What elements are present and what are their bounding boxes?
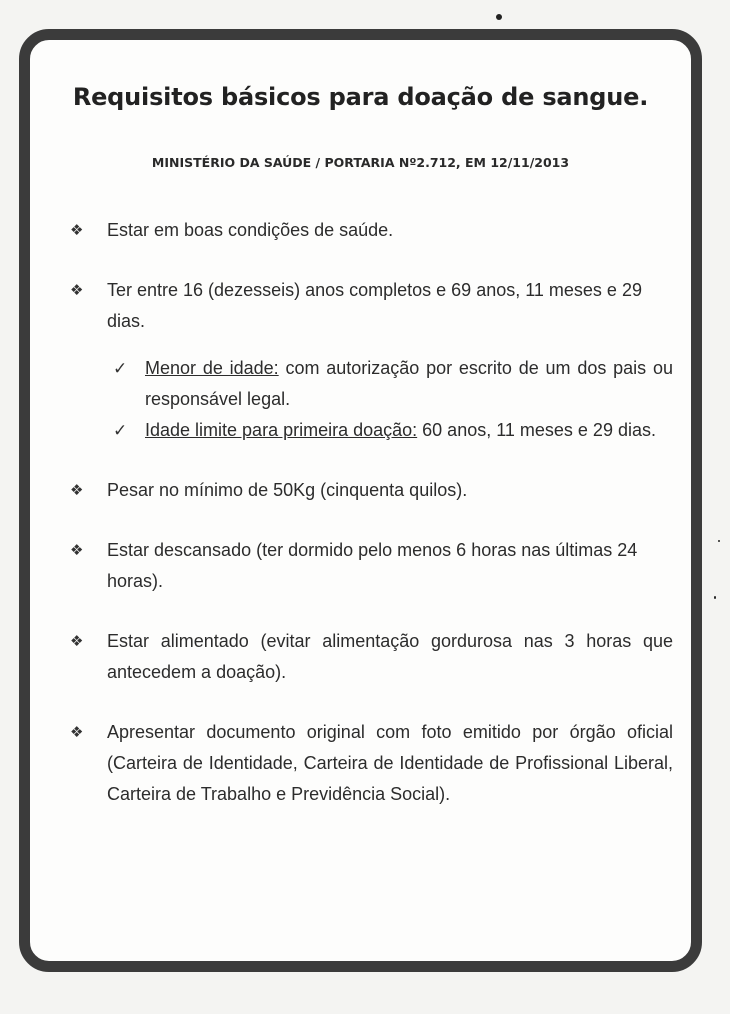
scan-speck (714, 596, 716, 599)
diamond-icon: ❖ (70, 724, 84, 741)
age-conditions-list (107, 353, 673, 446)
sub-requirement-text: 60 anos, 11 meses e 29 dias. (417, 420, 656, 440)
requirements-list (68, 215, 673, 839)
requirement-text: Pesar no mínimo de 50Kg (cinquenta quilos). (107, 480, 468, 500)
diamond-icon: ❖ (70, 222, 84, 239)
diamond-icon: ❖ (70, 542, 84, 559)
diamond-icon: ❖ (70, 633, 84, 650)
requirement-item (68, 717, 673, 810)
diamond-icon: ❖ (70, 482, 84, 499)
scan-speck (496, 14, 502, 20)
legal-reference: MINISTÉRIO DA SAÚDE / PORTARIA Nº2.712, EM 12/11/2013 (151, 155, 570, 170)
check-icon: ✓ (113, 421, 128, 440)
requirement-item (68, 626, 673, 688)
sub-requirement-item (107, 415, 673, 446)
requirement-item (68, 215, 673, 246)
requirement-text: Estar em boas condições de saúde. (107, 220, 394, 240)
page-title: Requisitos básicos para doação de sangue. (72, 83, 649, 111)
check-icon: ✓ (113, 359, 128, 378)
requirement-item (68, 475, 673, 506)
poster-frame (19, 29, 702, 972)
requirement-text: Apresentar documento original com foto emitido por órgão oficial (Carteira de Identidade, Carteira de Identidade de Profissional Liberal, Carteira de Trabalho e Previdência Social). (107, 722, 673, 804)
requirement-text: Estar alimentado (evitar alimentação gordurosa nas 3 horas que antecedem a doação). (107, 631, 673, 682)
requirement-item (68, 275, 673, 446)
sub-requirement-label: Idade limite para primeira doação: (145, 420, 418, 440)
sub-requirement-text: com autorização por escrito de um dos pais ou responsável legal. (145, 358, 673, 409)
requirement-item (68, 535, 673, 597)
diamond-icon: ❖ (70, 282, 84, 299)
requirement-text: Estar descansado (ter dormido pelo menos 6 horas nas últimas 24 horas). (107, 540, 638, 591)
sub-requirement-item (107, 353, 673, 415)
scan-speck (718, 540, 720, 542)
requirement-text: Ter entre 16 (dezesseis) anos completos e 69 anos, 11 meses e 29 dias. (107, 280, 642, 331)
sub-requirement-label: Menor de idade: (145, 358, 279, 378)
